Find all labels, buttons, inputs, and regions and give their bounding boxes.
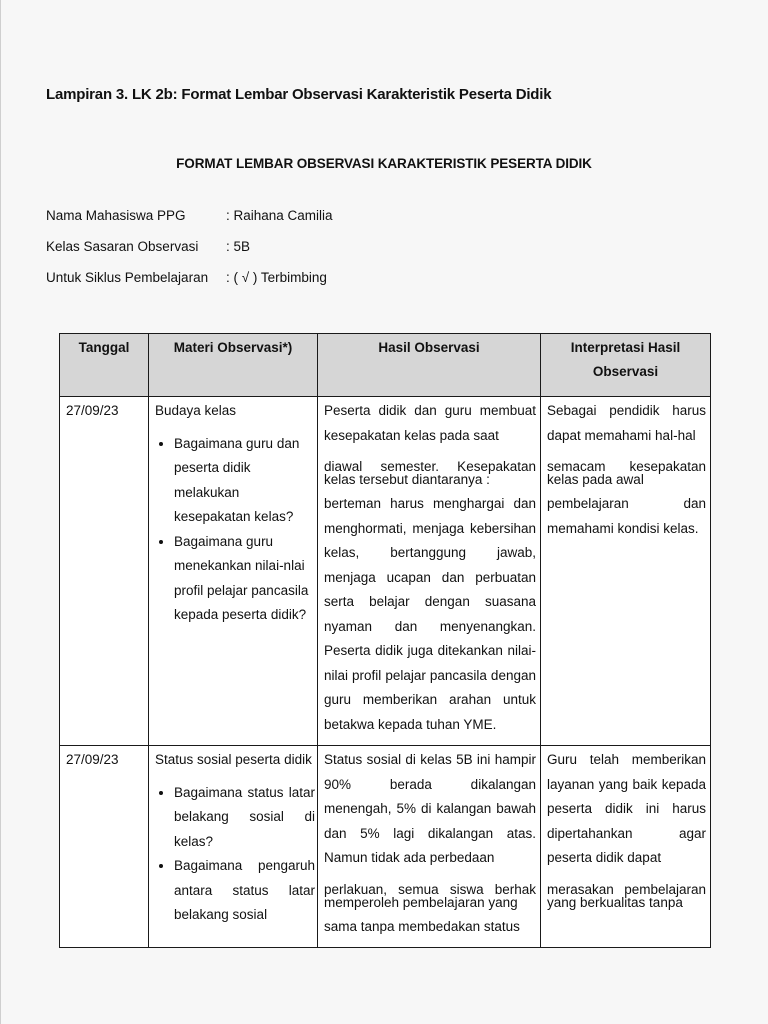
header-date: Tanggal (60, 334, 149, 397)
interpretation-text: pembelajaran dan memahami kondisi kelas. (547, 496, 706, 536)
page-edge (0, 0, 1, 1024)
cycle-label: Untuk Siklus Pembelajaran (46, 270, 209, 285)
interpretation-text: merasakan pembelajaran yang berkualitas tanpa (547, 881, 706, 910)
table-header-row (60, 334, 711, 397)
row-interpretation-cell (541, 397, 711, 746)
row-interpretation-cell (541, 746, 711, 948)
question-item: • Bagaimana guru dan peserta didik melakukan kesepakatan kelas? (174, 432, 311, 530)
interpretation-text: semacam kesepakatan kelas pada awal (547, 459, 706, 487)
class-value: : 5B (226, 239, 251, 254)
cycle-value: : ( √ ) Terbimbing (226, 270, 327, 285)
row-date: 27/09/23 (66, 403, 119, 418)
table-row (60, 397, 711, 746)
question-item: • Bagaimana guru menekankan nilai-nlai profil pelajar pancasila kepada peserta didik? (174, 530, 311, 628)
header-topic: Materi Observasi*) (149, 334, 318, 397)
row-result-cell (318, 397, 541, 746)
observation-table (59, 333, 711, 948)
header-interpretation: Interpretasi Hasil Observasi (541, 334, 711, 397)
row-date: 27/09/23 (66, 752, 119, 767)
row-topic: Status sosial peserta didik (155, 752, 312, 767)
result-text: diawal semester. Kesepakatan kelas tersebut diantaranya : (324, 459, 536, 487)
result-text: sama tanpa membedakan status (324, 918, 520, 934)
question-list (155, 781, 315, 928)
header-result: Hasil Observasi (318, 334, 541, 397)
question-item: • Bagaimana status latar belakang sosial di kelas? (174, 781, 315, 855)
interpretation-text: Guru telah memberikan layanan yang baik kepada peserta didik ini harus dipertahankan agar peserta didik dapat (547, 752, 706, 865)
result-text: Status sosial di kelas 5B ini hampir 90% berada dikalangan menengah, 5% di kalangan bawah dan 5% lagi dikalangan atas. Namun tidak ada perbedaan (324, 752, 536, 865)
row-result-cell (318, 746, 541, 948)
row-topic: Budaya kelas (155, 403, 237, 418)
attachment-title: Lampiran 3. LK 2b: Format Lembar Observasi Karakteristik Peserta Didik (46, 86, 552, 103)
question-list (155, 432, 311, 628)
row-date-cell (60, 746, 149, 948)
row-topic-cell (149, 397, 318, 746)
student-label: Nama Mahasiswa PPG (46, 208, 186, 223)
result-text: perlakuan, semua siswa berhak memperoleh pembelajaran yang (324, 881, 536, 910)
table-row (60, 746, 711, 948)
class-label: Kelas Sasaran Observasi (46, 239, 199, 254)
question-item: • Bagaimana pengaruh antara status latar belakang sosial (174, 854, 315, 928)
result-text: Peserta didik dan guru membuat kesepakatan kelas pada saat (324, 403, 536, 443)
student-value: : Raihana Camilia (226, 208, 333, 223)
interpretation-text: Sebagai pendidik harus dapat memahami hal-hal (547, 403, 706, 443)
row-date-cell (60, 397, 149, 746)
row-topic-cell (149, 746, 318, 948)
result-text: berteman harus menghargai dan menghormati, menjaga kebersihan kelas, bertanggung jawab, menjaga ucapan dan perbuatan serta belajar dengan suasana nyaman dan menyenangkan. Peserta didik juga ditekankan nilai-nilai profil pelajar pancasila dengan guru memberikan arahan untuk betakwa kepada tuhan YME. (324, 496, 536, 732)
form-title: FORMAT LEMBAR OBSERVASI KARAKTERISTIK PESERTA DIDIK (176, 156, 592, 171)
